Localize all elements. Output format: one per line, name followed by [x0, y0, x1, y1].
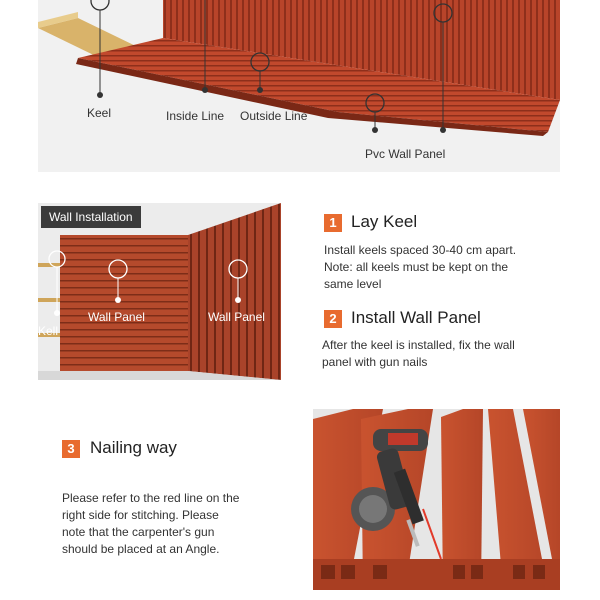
- keel-label: Kell: [38, 324, 59, 338]
- step-1-number: 1: [324, 214, 342, 232]
- step-3-line: should be placed at an Angle.: [62, 542, 220, 556]
- step-3-description: [62, 490, 282, 558]
- step-2-line: panel with gun nails: [322, 355, 428, 369]
- step-1-line: Note: all keels must be kept on the: [324, 260, 509, 274]
- nailing-photo: [313, 409, 560, 590]
- inside-line-label: Inside Line: [166, 109, 225, 123]
- right-wall-panel-label: Wall Panel: [208, 310, 265, 324]
- right-wall-panel: [188, 203, 281, 380]
- keel-label: Keel: [87, 106, 112, 120]
- step-3-line: note that the carpenter's gun: [62, 525, 215, 539]
- panel-structure-diagram: [38, 0, 560, 172]
- left-wall-panel: [60, 235, 190, 371]
- step-2-line: After the keel is installed, fix the wall: [322, 338, 515, 352]
- panel-structure-illustration: [38, 0, 560, 172]
- left-wall-panel-label: Wall Panel: [88, 310, 145, 324]
- step-2-title: Install Wall Panel: [351, 308, 481, 327]
- step-3-number: 3: [62, 440, 80, 458]
- step-1-line: Install keels spaced 30-40 cm apart.: [324, 243, 517, 257]
- step-2-description: [322, 337, 560, 371]
- wall-installation-illustration: [38, 203, 281, 380]
- step-3-line: right side for stitching. Please: [62, 508, 219, 522]
- outside-line-label: Outside Line: [240, 109, 308, 123]
- wall-installation-image: [38, 203, 281, 380]
- wall-installation-tag: Wall Installation: [41, 206, 141, 228]
- step-1-description: [324, 242, 560, 293]
- step-3-title: Nailing way: [90, 438, 177, 457]
- step-2-number: 2: [324, 310, 342, 328]
- pvc-wall-panel-label: Pvc Wall Panel: [365, 147, 446, 161]
- step-1-line: same level: [324, 277, 382, 291]
- step-1-title: Lay Keel: [351, 212, 418, 231]
- step-3-line: Please refer to the red line on the: [62, 491, 240, 505]
